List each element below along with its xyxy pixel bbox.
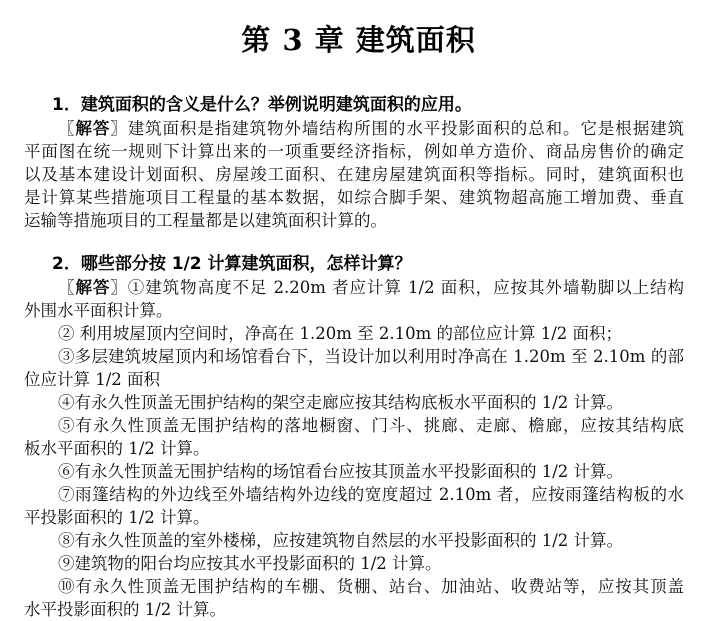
question-2-heading: 2．哪些部分按 1/2 计算建筑面积，怎样计算？ xyxy=(52,254,412,274)
q2-item-5-line-2: 板水平面积的 1/2 计算。 xyxy=(24,439,210,458)
q2-item-7-line-1: ⑦雨篷结构的外边线至外墙结构外边线的宽度超过 2.10m 者，应按雨篷结构板的水 xyxy=(58,485,684,504)
q2-item-8: ⑧有永久性顶盖的室外楼梯，应按建筑物自然层的水平投影面积的 1/2 计算。 xyxy=(58,531,624,550)
answer-label: 解答 xyxy=(75,119,111,138)
answer-bracket-open: 〖 xyxy=(58,278,76,297)
answer-bracket-open: 〖 xyxy=(58,119,76,138)
q2-item-3-line-1: ③多层建筑坡屋顶内和场馆看台下，当设计加以利用时净高在 1.20m 至 2.10m 的部 xyxy=(58,347,684,366)
q2-item-7-line-2: 平投影面积的 1/2 计算。 xyxy=(24,508,210,527)
q2-item-6: ⑥有永久性顶盖无围护结构的场馆看台应按其顶盖水平投影面积的 1/2 计算。 xyxy=(58,462,624,481)
answer-bracket-close: 〗 xyxy=(110,119,128,138)
q2-item-10-line-1: ⑩有永久性顶盖无围护结构的车棚、货棚、站台、加油站、收费站等，应按其顶盖 xyxy=(58,577,684,596)
q2-item-4: ④有永久性顶盖无围护结构的架空走廊应按其结构底板水平面积的 1/2 计算。 xyxy=(58,393,624,412)
q2-item-5-line-1: ⑤有永久性顶盖无围护结构的落地橱窗、门斗、挑廊、走廊、檐廊，应按其结构底 xyxy=(58,416,684,435)
q1-answer-line-3: 以及基本建设计划面积、房屋竣工面积、在建房屋建筑面积等指标。同时，建筑面积也 xyxy=(24,165,684,184)
answer-text: 建筑面积是指建筑物外墙结构所围的水平投影面积的总和。它是根据建筑 xyxy=(127,119,684,138)
answer-label: 解答 xyxy=(75,278,111,297)
q1-answer-line-2: 平面图在统一规则下计算出来的一项重要经济指标，例如单方造价、商品房售价的确定 xyxy=(24,142,684,161)
q2-item-2: ② 利用坡屋顶内空间时，净高在 1.20m 至 2.10m 的部位应计算 1/2 面积； xyxy=(58,324,623,343)
q1-answer-line-4: 是计算某些措施项目工程量的基本数据，如综合脚手架、建筑物超高施工增加费、垂直 xyxy=(24,188,684,207)
q1-answer-line-1 xyxy=(58,117,684,140)
q1-answer-line-5: 运输等措施项目的工程量都是以建筑面积计算的。 xyxy=(24,211,387,230)
chapter-title: 第 3 章 建筑面积 xyxy=(241,23,476,57)
q2-item-3-line-2: 位应计算 1/2 面积 xyxy=(24,370,161,389)
question-1-heading: 1．建筑面积的含义是什么？举例说明建筑面积的应用。 xyxy=(52,95,472,115)
q2-item-1-line-1 xyxy=(58,276,684,299)
q2-item-1-line-2: 外围水平面积计算。 xyxy=(24,301,173,320)
answer-bracket-close: 〗 xyxy=(110,278,128,297)
q2-item-10-line-2: 水平投影面积的 1/2 计算。 xyxy=(24,600,227,619)
answer-text: ①建筑物高度不足 2.20m 者应计算 1/2 面积，应按其外墙勒脚以上结构 xyxy=(127,278,684,297)
q2-item-9: ⑨建筑物的阳台均应按其水平投影面积的 1/2 计算。 xyxy=(58,554,442,573)
